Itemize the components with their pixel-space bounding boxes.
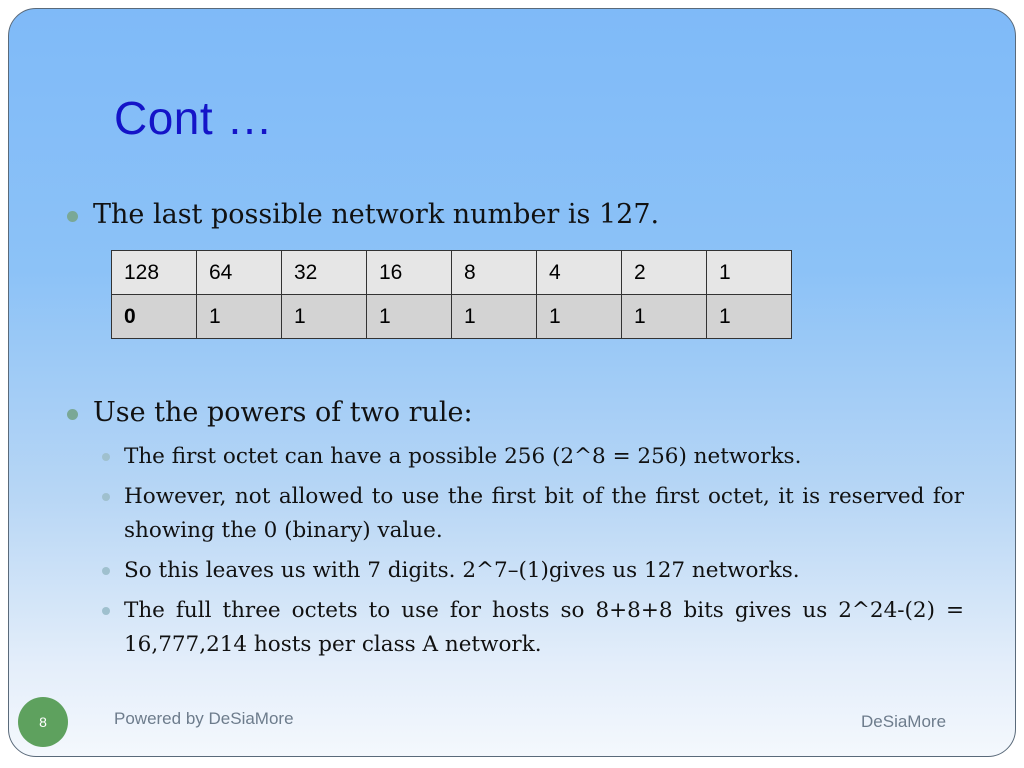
bullet-last-network: The last possible network number is 127. [93, 199, 660, 230]
table-row-bit-values [112, 295, 792, 339]
table-cell: 1 [282, 295, 367, 339]
table-cell: 1 [622, 295, 707, 339]
sub-bullet-dot [102, 567, 110, 575]
table-cell: 4 [537, 251, 622, 295]
sub-bullet-seven-digits: So this leaves us with 7 digits. 2^7–(1)gives us 127 networks. [124, 558, 800, 583]
table-cell: 1 [707, 295, 792, 339]
sub-bullet-dot [102, 607, 110, 615]
bullet-dot [67, 211, 78, 222]
table-cell: 1 [197, 295, 282, 339]
table-cell: 16 [367, 251, 452, 295]
footer-brand: DeSiaMore [861, 712, 947, 731]
table-cell-first-bit: 0 [112, 295, 197, 339]
table-cell: 1 [537, 295, 622, 339]
sub-bullet-first-bit-reserved: However, not allowed to use the first bit of the first octet, it is reserved for showing the 0 (binary) value. [124, 484, 964, 543]
footer-powered-by: Powered by DeSiaMore [114, 709, 294, 728]
table-cell: 1 [452, 295, 537, 339]
sub-bullet-host-count: The full three octets to use for hosts so 8+8+8 bits gives us 2^24-(2) = 16,777,214 hosts per class A network. [124, 598, 964, 657]
slide-number-badge [18, 697, 68, 747]
table-cell: 2 [622, 251, 707, 295]
sub-bullet-dot [102, 493, 110, 501]
slide-number: 8 [39, 714, 47, 730]
slide [8, 8, 1016, 757]
sub-bullet-first-octet: The first octet can have a possible 256 (2^8 = 256) networks. [124, 444, 802, 469]
bullet-powers-of-two: Use the powers of two rule: [93, 397, 473, 428]
table-cell: 32 [282, 251, 367, 295]
sub-bullet-dot [102, 453, 110, 461]
slide-title: Cont … [114, 92, 273, 144]
table-cell: 64 [197, 251, 282, 295]
table-cell: 1 [367, 295, 452, 339]
table-row-bit-weights [112, 251, 792, 295]
bullet-dot [67, 409, 78, 420]
table-cell: 8 [452, 251, 537, 295]
bit-value-table [111, 250, 792, 339]
table-cell: 1 [707, 251, 792, 295]
table-cell: 128 [112, 251, 197, 295]
